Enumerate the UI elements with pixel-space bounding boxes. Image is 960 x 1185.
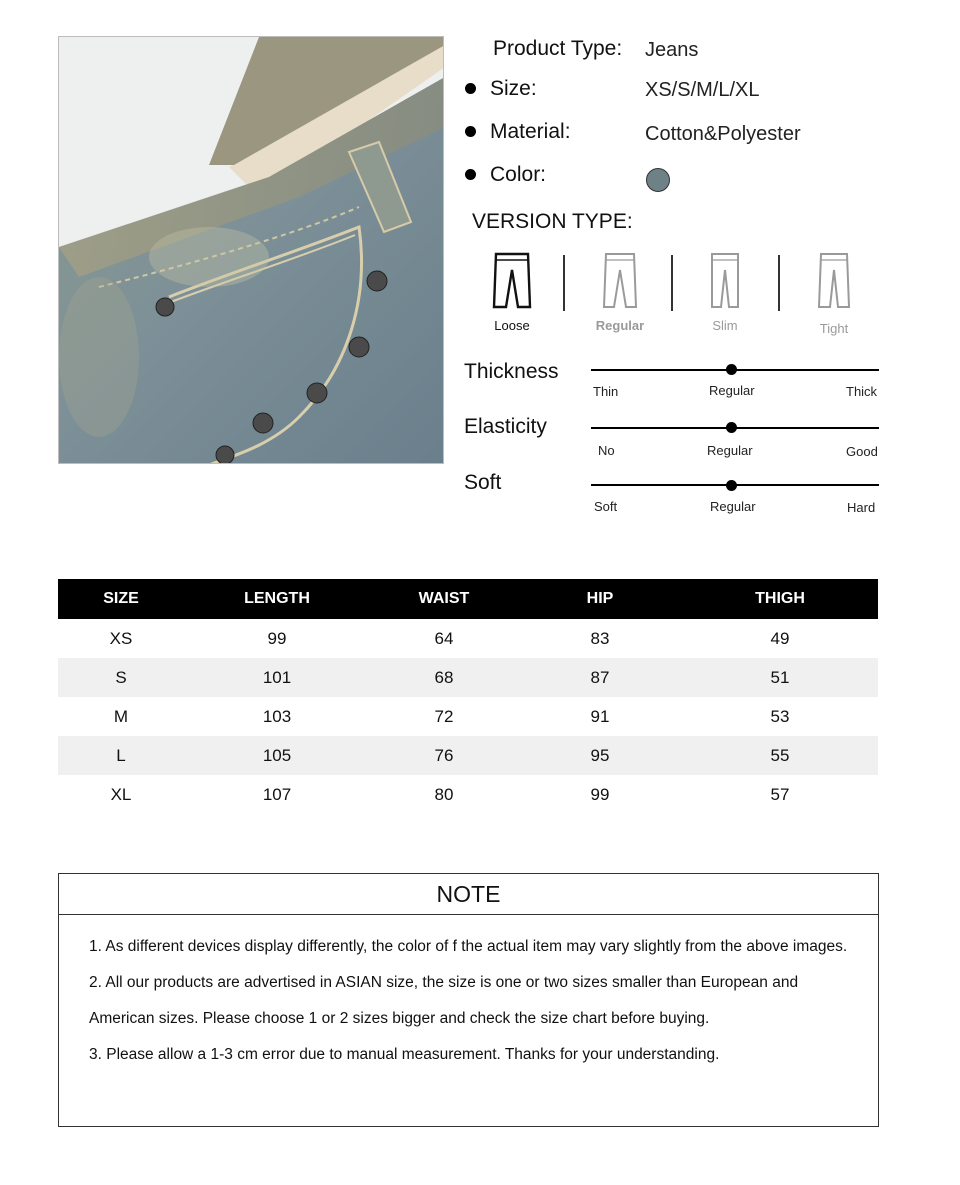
version-label: Slim <box>712 318 738 333</box>
version-loose <box>472 252 552 333</box>
table-cell: 107 <box>262 784 292 804</box>
version-type-title: VERSION TYPE: <box>472 210 633 233</box>
version-regular <box>580 252 660 333</box>
thickness-scale-marker <box>726 364 737 375</box>
product-type-value: Jeans <box>645 39 699 61</box>
table-cell: 76 <box>370 736 518 775</box>
bullet-icon <box>465 83 476 94</box>
table-cell: 95 <box>518 736 682 775</box>
size-label: Size: <box>490 77 537 100</box>
table-cell: 51 <box>682 658 878 697</box>
product-photo <box>58 36 444 464</box>
version-label: Loose <box>494 318 530 333</box>
note-box <box>58 873 879 1127</box>
material-label: Material: <box>490 120 571 143</box>
version-label: Regular <box>595 318 645 333</box>
version-divider <box>778 255 780 311</box>
table-cell: 83 <box>590 628 610 648</box>
thickness-label: Thickness <box>464 360 559 383</box>
thickness-min-label: Thin <box>593 384 619 399</box>
table-cell: 72 <box>434 706 454 726</box>
softness-label: Soft <box>464 471 502 494</box>
table-cell: 68 <box>370 658 518 697</box>
note-title: NOTE <box>59 874 878 915</box>
header-waist: WAIST <box>370 579 518 619</box>
slim-pants-icon <box>704 252 746 310</box>
table-cell: S <box>58 658 184 697</box>
table-cell: 80 <box>434 784 454 804</box>
version-divider <box>671 255 673 311</box>
header-length: LENGTH <box>184 579 370 619</box>
loose-pants-icon <box>491 252 533 310</box>
table-row <box>58 658 878 697</box>
elasticity-min-label: No <box>598 443 615 458</box>
thickness-max-label: Thick <box>846 384 878 399</box>
tight-pants-icon <box>813 252 855 310</box>
table-row <box>58 697 878 736</box>
size-value: XS/S/M/L/XL <box>645 79 760 101</box>
size-chart-table <box>58 579 878 814</box>
table-cell: 64 <box>434 628 454 648</box>
softness-scale-marker <box>726 480 737 491</box>
table-cell: 105 <box>184 736 370 775</box>
color-swatch <box>646 168 670 192</box>
softness-max-label: Hard <box>847 500 876 515</box>
table-cell: 99 <box>590 784 610 804</box>
table-row <box>58 775 878 814</box>
elasticity-scale-marker <box>726 422 737 433</box>
softness-min-label: Soft <box>594 499 618 514</box>
table-cell: 57 <box>770 784 790 804</box>
color-label: Color: <box>490 163 547 186</box>
elasticity-max-label: Good <box>846 444 878 459</box>
table-cell: 99 <box>267 628 287 648</box>
note-line: 1. As different devices display differently, the color of f the actual item may vary slightly from the above images. <box>89 938 848 955</box>
note-line: 2. All our products are advertised in ASIAN size, the size is one or two sizes smaller than European and American sizes. Please choose 1 or 2 sizes bigger and check the size chart before buying. <box>89 974 799 1027</box>
table-cell: 91 <box>590 706 610 726</box>
table-cell: 49 <box>770 628 790 648</box>
note-line: 3. Please allow a 1-3 cm error due to manual measurement. Thanks for your understanding. <box>89 1046 720 1063</box>
table-header-row <box>58 579 878 619</box>
table-cell: 55 <box>682 736 878 775</box>
elasticity-mid-label: Regular <box>707 443 753 458</box>
header-thigh: THIGH <box>682 579 878 619</box>
table-row <box>58 736 878 775</box>
thickness-mid-label: Regular <box>709 383 755 398</box>
version-divider <box>563 255 565 311</box>
header-hip: HIP <box>518 579 682 619</box>
material-value: Cotton&Polyester <box>645 123 801 145</box>
version-label: Tight <box>819 321 849 336</box>
table-cell: 103 <box>262 706 292 726</box>
header-size: SIZE <box>58 579 184 619</box>
bullet-icon <box>465 126 476 137</box>
version-slim <box>685 252 765 333</box>
table-cell: 53 <box>770 706 790 726</box>
regular-pants-icon <box>599 252 641 310</box>
bullet-icon <box>465 169 476 180</box>
table-cell: XS <box>109 628 133 648</box>
table-cell: L <box>58 736 184 775</box>
denim-pocket-image <box>59 37 444 464</box>
table-row <box>58 619 878 658</box>
product-type-label: Product Type: <box>493 37 623 60</box>
version-tight <box>794 252 874 336</box>
table-cell: 87 <box>518 658 682 697</box>
table-cell: XL <box>110 784 132 804</box>
elasticity-label: Elasticity <box>464 415 547 438</box>
softness-mid-label: Regular <box>710 499 756 514</box>
table-cell: M <box>113 706 129 726</box>
table-cell: 101 <box>184 658 370 697</box>
note-body <box>59 915 878 1073</box>
